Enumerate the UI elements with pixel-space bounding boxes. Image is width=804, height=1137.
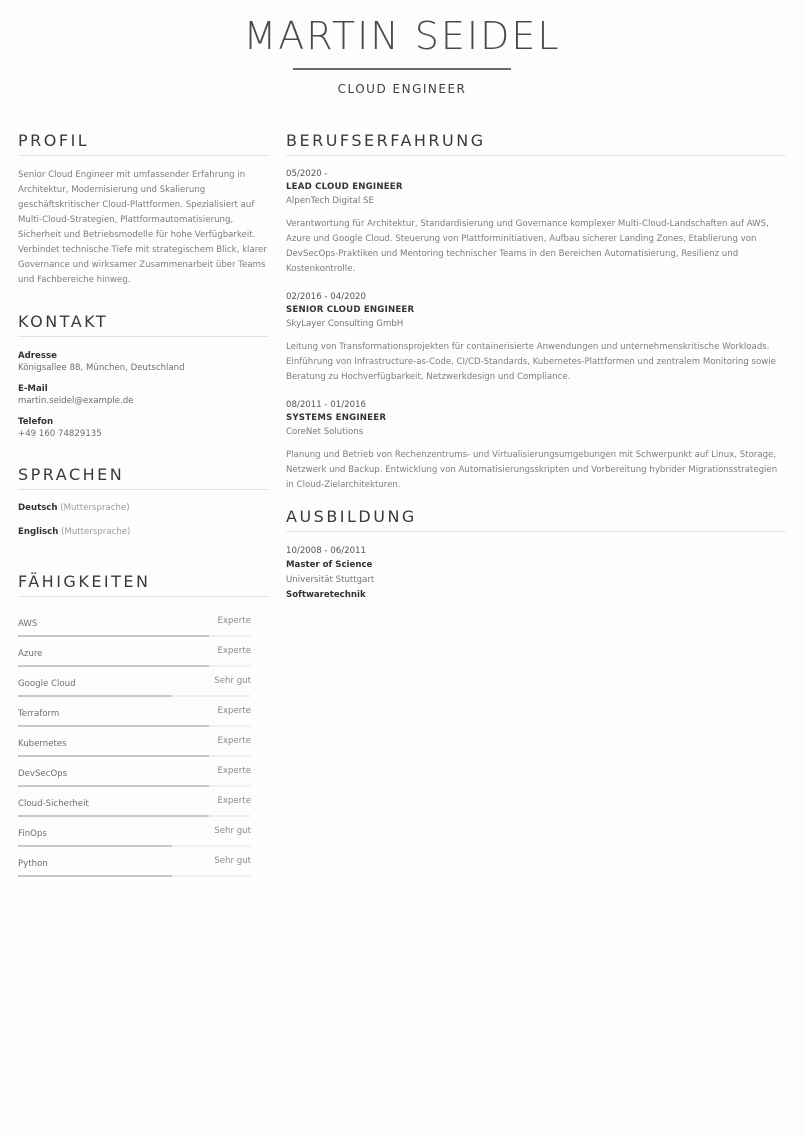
contact-value: Königsallee 88, München, Deutschland [18, 363, 185, 373]
contact-label: Adresse [18, 351, 57, 361]
job-company: AlpenTech Digital SE [286, 196, 374, 206]
education-degree: Master of Science [286, 560, 373, 570]
job-title: SENIOR CLOUD ENGINEER [286, 305, 415, 315]
skill-name: Python [18, 859, 48, 869]
skill-bar [18, 665, 251, 667]
language-item [18, 502, 268, 514]
skill-bar [18, 755, 251, 757]
ausbildung-section [286, 507, 786, 602]
job-description: Planung und Betrieb von Rechenzentrums- und Virtualisierungsumgebungen mit Schwerpunkt auf Linux, Storage, Netzwerk und Backup. Entwicklung von Automatisierungsskripten und Vorbereitung hybrider Migrationsstrategien in Cloud-Zielarchitekturen. [286, 450, 778, 490]
contact-address [18, 351, 268, 374]
skill-bar-fill [18, 665, 209, 667]
language-item [18, 526, 268, 538]
skill-level: Sehr gut [214, 856, 251, 866]
skill-bar [18, 875, 251, 877]
candidate-job-title: CLOUD ENGINEER [337, 82, 467, 96]
skill-level: Experte [217, 646, 251, 656]
job-description: Verantwortung für Architektur, Standardisierung und Governance komplexer Multi-Cloud-Landschaften auf AWS, Azure und Google Cloud. Steuerung von Plattforminitiativen, Aufbau sicherer Landing Zones, Etablierung von DevSecOps-Praktiken und Mentoring technischer Teams in den Bereichen Automatisierung, Resilienz und Kostenkontrolle. [286, 219, 769, 274]
skill-item [18, 821, 251, 851]
berufserfahrung-heading: BERUFSERFAHRUNG [286, 131, 786, 156]
profil-text: Senior Cloud Engineer mit umfassender Erfahrung in Architektur, Modernisierung und Skalierung geschäftskritischer Cloud-Plattformen. Spezialisiert auf Multi-Cloud-Strategien, Plattformautomatisierung, Sicherheit und Betriebsmodelle für hohe Verfügbarkeit. Verbindet technische Tiefe mit strategischem Blick, klarer Governance und wirksamer Zusammenarbeit über Teams und Fachbereiche hinweg. [18, 170, 267, 285]
kontakt-heading: KONTAKT [18, 312, 268, 337]
sprachen-section [18, 465, 268, 538]
skill-level: Experte [217, 736, 251, 746]
job-date: 02/2016 - 04/2020 [286, 292, 366, 302]
skill-level: Sehr gut [214, 826, 251, 836]
job-entry [286, 291, 786, 385]
skill-bar [18, 725, 251, 727]
language-level: (Muttersprache) [61, 527, 131, 537]
job-date: 05/2020 - [286, 169, 328, 179]
contact-value[interactable]: martin.seidel@example.de [18, 396, 134, 406]
candidate-name: MARTIN SEIDEL [243, 14, 561, 58]
language-name: Englisch [18, 527, 59, 537]
skill-item [18, 611, 251, 641]
skill-name: Google Cloud [18, 679, 76, 689]
skill-bar-fill [18, 875, 172, 877]
skill-item [18, 761, 251, 791]
skill-level: Experte [217, 796, 251, 806]
education-entry [286, 544, 786, 602]
job-entry [286, 399, 786, 493]
skill-name: Terraform [18, 709, 60, 719]
job-company: SkyLayer Consulting GmbH [286, 319, 404, 329]
skill-level: Experte [217, 766, 251, 776]
contact-value[interactable]: +49 160 74829135 [18, 429, 102, 439]
job-date: 08/2011 - 01/2016 [286, 400, 366, 410]
skill-bar [18, 695, 251, 697]
skill-name: Cloud-Sicherheit [18, 799, 89, 809]
skill-bar [18, 815, 251, 817]
skill-item [18, 851, 251, 881]
skill-name: Kubernetes [18, 739, 67, 749]
contact-email [18, 384, 268, 407]
faehigkeiten-section [18, 572, 268, 881]
profil-heading: PROFIL [18, 131, 268, 156]
skill-level: Experte [217, 616, 251, 626]
skills-list [18, 611, 251, 881]
skill-bar [18, 635, 251, 637]
job-description: Leitung von Transformationsprojekten für containerisierte Anwendungen und unternehmenskritische Workloads. Einführung von Infrastructure-as-Code, CI/CD-Standards, Kubernetes-Plattformen und zentralem Monitoring sowie Beratung zu Hochverfügbarkeit, Netzwerkdesign und Compliance. [286, 342, 776, 382]
contact-label: Telefon [18, 417, 54, 427]
skill-bar-fill [18, 635, 209, 637]
skill-bar [18, 845, 251, 847]
right-column [286, 131, 786, 602]
skill-bar-fill [18, 785, 209, 787]
job-list [286, 168, 786, 493]
skill-item [18, 671, 251, 701]
skill-item [18, 731, 251, 761]
job-title: SYSTEMS ENGINEER [286, 413, 387, 423]
education-school: Universität Stuttgart [286, 575, 375, 585]
skill-level: Sehr gut [214, 676, 251, 686]
contact-label: E-Mail [18, 384, 48, 394]
skill-name: AWS [18, 619, 38, 629]
ausbildung-heading: AUSBILDUNG [286, 507, 786, 532]
contact-phone [18, 417, 268, 440]
resume-header [0, 0, 804, 96]
profil-section [18, 131, 268, 288]
skill-bar-fill [18, 695, 172, 697]
skill-bar-fill [18, 725, 209, 727]
job-company: CoreNet Solutions [286, 427, 364, 437]
education-date: 10/2008 - 06/2011 [286, 546, 366, 556]
education-field: Softwaretechnik [286, 590, 366, 600]
faehigkeiten-heading: FÄHIGKEITEN [18, 572, 268, 597]
language-name: Deutsch [18, 503, 58, 513]
skill-bar [18, 785, 251, 787]
skill-item [18, 701, 251, 731]
skill-name: Azure [18, 649, 43, 659]
skill-bar-fill [18, 815, 209, 817]
skill-bar-fill [18, 755, 209, 757]
kontakt-section [18, 312, 268, 440]
sprachen-heading: SPRACHEN [18, 465, 268, 490]
skill-name: DevSecOps [18, 769, 68, 779]
job-entry [286, 168, 786, 277]
language-level: (Muttersprache) [60, 503, 130, 513]
skill-item [18, 641, 251, 671]
skill-item [18, 791, 251, 821]
job-title: LEAD CLOUD ENGINEER [286, 182, 403, 192]
skill-name: FinOps [18, 829, 47, 839]
header-divider [293, 68, 511, 70]
skill-level: Experte [217, 706, 251, 716]
berufserfahrung-section [286, 131, 786, 493]
skill-bar-fill [18, 845, 172, 847]
left-column [18, 131, 268, 881]
